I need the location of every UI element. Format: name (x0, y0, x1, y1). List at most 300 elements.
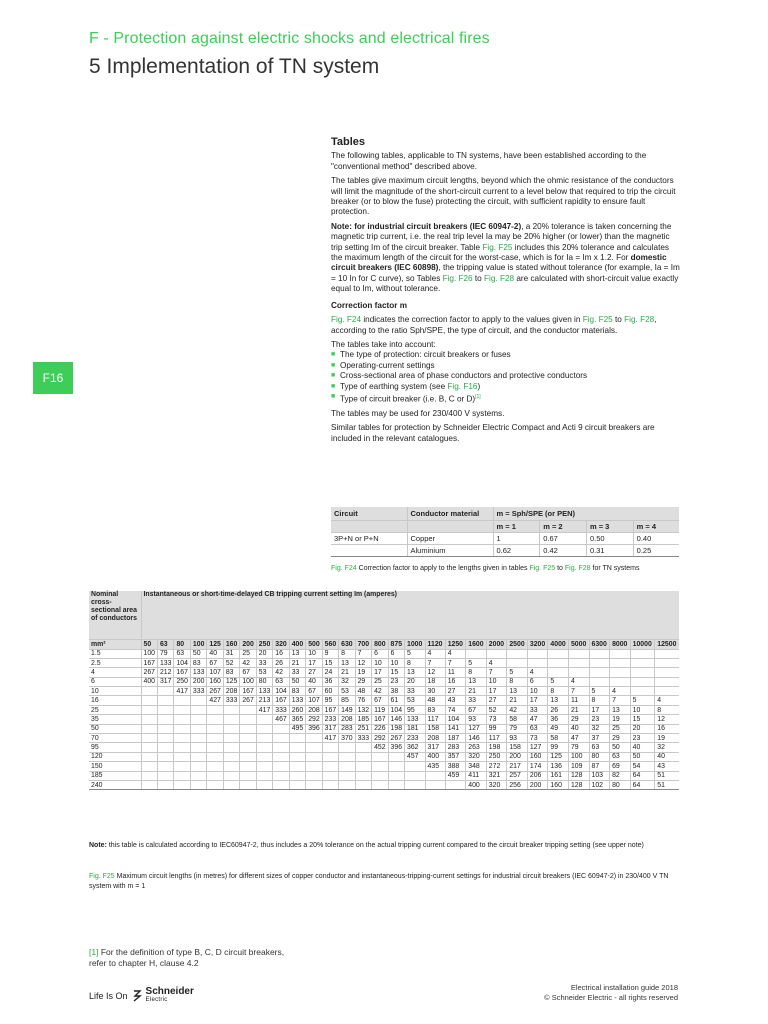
cell-length (655, 658, 679, 667)
cell-length (273, 762, 289, 771)
cell-cross-section: 240 (89, 780, 141, 789)
cell-length: 370 (339, 734, 355, 743)
cell-length: 50 (289, 677, 305, 686)
cell-length (141, 696, 157, 705)
cell-length: 417 (256, 705, 272, 714)
cell-length (223, 734, 239, 743)
cell-length: 321 (486, 771, 507, 780)
cell-length: 50 (630, 752, 655, 761)
cell-length: 37 (589, 734, 610, 743)
table-row (89, 705, 679, 714)
cell-length: 133 (289, 696, 305, 705)
cell-length: 26 (548, 705, 569, 714)
th-current: 200 (240, 639, 256, 649)
cell-length (240, 743, 256, 752)
brand-name-2: Electric (145, 997, 168, 1003)
cell-length: 21 (289, 658, 305, 667)
th-current-group: Instantaneous or short-time-delayed CB tripping current setting Im (amperes) (141, 591, 679, 639)
cell-length (207, 752, 223, 761)
cell-length (174, 734, 190, 743)
cell-length: 333 (190, 687, 206, 696)
cell-length: 5 (405, 649, 426, 658)
cell-length: 133 (190, 668, 206, 677)
cell-length (273, 780, 289, 789)
cell-length: 459 (445, 771, 466, 780)
cell-length (548, 668, 569, 677)
cell-length: 208 (339, 715, 355, 724)
cell-length (207, 771, 223, 780)
th-unit: mm² (89, 639, 141, 649)
industrial-note (331, 222, 681, 295)
cell-length (223, 780, 239, 789)
cell-length (190, 724, 206, 733)
cell-length: 93 (466, 715, 487, 724)
cell-length: 25 (240, 649, 256, 658)
cell-length: 411 (466, 771, 487, 780)
cell-length: 83 (289, 687, 305, 696)
cf-text-c: , according to the ratio Sph/SPE, the type of circuit, and the conductor materials. (331, 315, 657, 335)
th-current: 100 (190, 639, 206, 649)
cell-length: 40 (568, 724, 589, 733)
th-current: 50 (141, 639, 157, 649)
cell-length (425, 771, 445, 780)
cell-length: 53 (339, 687, 355, 696)
cell-length: 388 (445, 762, 466, 771)
cf-text-b: to (612, 315, 625, 325)
cell-length: 67 (240, 668, 256, 677)
cell-length: 452 (372, 743, 388, 752)
cell-length (372, 780, 388, 789)
cell-length: 167 (141, 658, 157, 667)
cell-length (630, 677, 655, 686)
cell-length: 50 (610, 743, 631, 752)
cell-length: 16 (273, 649, 289, 658)
cell-length: 117 (486, 734, 507, 743)
cell-length: 13 (289, 649, 305, 658)
similar-tables-note: Similar tables for protection by Schneider Electric Compact and Acti 9 circuit breakers are included in the relevant catalogues. (331, 423, 655, 443)
cell-length: 125 (548, 752, 569, 761)
cell-length: 8 (589, 696, 610, 705)
cell-length: 283 (445, 743, 466, 752)
cell-length: 38 (388, 687, 404, 696)
cell-material: Aluminium (407, 544, 493, 556)
cell-length: 13 (548, 696, 569, 705)
cell-length: 267 (240, 696, 256, 705)
cell-length: 83 (190, 658, 206, 667)
cell-length: 100 (568, 752, 589, 761)
square-bullet-icon: ■ (331, 361, 336, 369)
cell-length: 47 (527, 715, 548, 724)
cell-length (157, 780, 173, 789)
cell-length: 8 (466, 668, 487, 677)
cell-length: 17 (486, 687, 507, 696)
cell-cross-section: 25 (89, 705, 141, 714)
cell-length: 15 (630, 715, 655, 724)
cell-length: 4 (568, 677, 589, 686)
link-fig-f25-cf[interactable]: Fig. F25 (582, 315, 613, 325)
cell-length: 11 (445, 668, 466, 677)
cell-length: 21 (568, 705, 589, 714)
th-current: 3200 (527, 639, 548, 649)
footer-meta (544, 983, 678, 1003)
cell-length (388, 762, 404, 771)
cell-length: 26 (273, 658, 289, 667)
cell-length: 80 (589, 752, 610, 761)
th-current: 250 (256, 639, 272, 649)
cell-length: 27 (486, 696, 507, 705)
cell-length (568, 649, 589, 658)
cell-length: 317 (322, 724, 338, 733)
cell-cross-section: 150 (89, 762, 141, 771)
cell-length: 127 (466, 724, 487, 733)
cell-length: 23 (630, 734, 655, 743)
cell-length: 5 (507, 668, 528, 677)
cell-length (207, 780, 223, 789)
cell-length: 53 (256, 668, 272, 677)
cell-length: 27 (306, 668, 322, 677)
cell-length: 33 (405, 687, 426, 696)
cell-length (141, 752, 157, 761)
cell-length (174, 724, 190, 733)
cell-length: 7 (355, 649, 371, 658)
cell-length: 7 (486, 668, 507, 677)
cell-length (425, 780, 445, 789)
cell-length: 63 (174, 649, 190, 658)
cell-length (190, 743, 206, 752)
cell-length: 36 (322, 677, 338, 686)
cell-length (223, 752, 239, 761)
bullet-text: Type of circuit breaker (i.e. B, C or D) (340, 394, 476, 404)
cell-length: 17 (306, 658, 322, 667)
cell-length: 13 (610, 705, 631, 714)
fig-f25-caption (89, 872, 679, 891)
table-row (89, 696, 679, 705)
note-text-a: , a 20% tolerance is taken concerning the magnetic trip current, i.e. the real trip level Ia may be 20% higher (or lower) than the magnetic trip setting Im of the circuit breaker. Table (331, 221, 672, 252)
brand-name-1: Schneider (145, 986, 194, 997)
th-m-group: m = Sph/SPE (or PEN) (493, 507, 679, 520)
cell-value: 0.40 (633, 532, 679, 544)
cell-length (322, 762, 338, 771)
cell-length: 63 (273, 677, 289, 686)
cell-length: 64 (630, 771, 655, 780)
cell-length (141, 705, 157, 714)
bullet-text: Cross-sectional area of phase conductors and protective conductors (340, 371, 588, 381)
cell-length: 13 (339, 658, 355, 667)
th-circuit: Circuit (331, 507, 407, 520)
cell-length: 30 (425, 687, 445, 696)
cell-length (256, 734, 272, 743)
cell-length: 17 (589, 705, 610, 714)
cell-length: 104 (273, 687, 289, 696)
cell-length: 19 (610, 715, 631, 724)
cell-length: 40 (306, 677, 322, 686)
cell-length: 357 (445, 752, 466, 761)
square-bullet-icon: ■ (331, 351, 336, 359)
cell-length (610, 658, 631, 667)
cell-value: 0.31 (586, 544, 633, 556)
cell-length (207, 715, 223, 724)
th-empty (407, 520, 493, 532)
cell-length: 32 (655, 743, 679, 752)
cell-length: 20 (256, 649, 272, 658)
cell-length: 20 (630, 724, 655, 733)
cell-length (355, 780, 371, 789)
cell-length: 317 (425, 743, 445, 752)
cell-value: 1 (493, 532, 540, 544)
cell-length (190, 762, 206, 771)
cell-length: 127 (527, 743, 548, 752)
cell-length: 33 (527, 705, 548, 714)
cell-length: 495 (289, 724, 305, 733)
cell-length: 133 (405, 715, 426, 724)
cell-length: 119 (372, 705, 388, 714)
cell-length (141, 724, 157, 733)
cell-length: 233 (322, 715, 338, 724)
note-text-b: includes this 20% tolerance and calculates the maximum length of the circuit for the worst-case, which is for Ia = Im x 1.2. For (331, 242, 670, 263)
copyright: © Schneider Electric - all rights reserved (544, 993, 678, 1002)
cell-length: 161 (548, 771, 569, 780)
cell-length: 251 (355, 724, 371, 733)
cell-value: 0.62 (493, 544, 540, 556)
cell-length: 64 (630, 780, 655, 789)
cell-length: 33 (466, 696, 487, 705)
cell-length: 8 (405, 658, 426, 667)
cell-length: 10 (388, 658, 404, 667)
cell-length: 167 (322, 705, 338, 714)
caption-text: for TN systems (590, 565, 640, 572)
cell-length: 61 (388, 696, 404, 705)
page-tag: F16 (33, 362, 73, 394)
cell-length (174, 771, 190, 780)
cell-length (190, 715, 206, 724)
th-current: 5000 (568, 639, 589, 649)
table-row (89, 780, 679, 789)
bullet-text: Type of earthing system (see (340, 381, 448, 391)
correction-factor-heading: Correction factor m (331, 300, 407, 310)
cell-length: 198 (388, 724, 404, 733)
cell-length: 13 (507, 687, 528, 696)
cell-length: 29 (355, 677, 371, 686)
cell-length: 42 (372, 687, 388, 696)
th-current: 875 (388, 639, 404, 649)
cell-length: 49 (548, 724, 569, 733)
cell-length (256, 762, 272, 771)
cell-length: 187 (445, 734, 466, 743)
table-row (89, 658, 679, 667)
cell-length (157, 752, 173, 761)
cell-length: 95 (405, 705, 426, 714)
chapter-title: F - Protection against electric shocks and electrical fires (89, 30, 490, 47)
cell-length: 217 (507, 762, 528, 771)
cell-length (322, 771, 338, 780)
link-fig-f16[interactable]: Fig. F16 (447, 381, 478, 391)
cell-length: 174 (527, 762, 548, 771)
cell-length: 25 (610, 724, 631, 733)
cell-length (157, 743, 173, 752)
cell-length: 36 (548, 715, 569, 724)
cell-cross-section: 35 (89, 715, 141, 724)
cell-length: 133 (256, 687, 272, 696)
cell-length: 8 (339, 649, 355, 658)
cell-length (655, 677, 679, 686)
cell-length (655, 687, 679, 696)
cell-length: 272 (486, 762, 507, 771)
cell-length (157, 734, 173, 743)
cell-length: 29 (568, 715, 589, 724)
cell-length: 5 (548, 677, 569, 686)
cell-length (174, 705, 190, 714)
cell-length (157, 724, 173, 733)
cell-length: 132 (355, 705, 371, 714)
cell-length: 292 (306, 715, 322, 724)
cell-length (322, 780, 338, 789)
cell-length: 8 (655, 705, 679, 714)
link-fig-f28-caption[interactable]: Fig. F28 (564, 565, 591, 572)
cell-material: Copper (407, 532, 493, 544)
cell-length: 58 (507, 715, 528, 724)
cell-length: 206 (527, 771, 548, 780)
cell-length: 435 (425, 762, 445, 771)
cell-length: 51 (655, 771, 679, 780)
cell-length (174, 762, 190, 771)
cell-length: 87 (589, 762, 610, 771)
cell-length (372, 771, 388, 780)
link-fig-f25[interactable]: Fig. F25 (482, 242, 513, 252)
cell-length: 158 (507, 743, 528, 752)
cell-length (240, 752, 256, 761)
cell-length (655, 649, 679, 658)
table-row (89, 649, 679, 658)
note-text-d: to (472, 273, 485, 283)
cell-length (355, 762, 371, 771)
cell-length (589, 677, 610, 686)
th-current: 8000 (610, 639, 631, 649)
cell-length: 12 (655, 715, 679, 724)
cell-length: 250 (174, 677, 190, 686)
caption-text: Maximum circuit lengths (in metres) for different sizes of copper conductor and instantaneous-tripping-current settings for industrial circuit breakers (IEC 60947-2) in 230/400 V TN system with m = 1 (89, 873, 669, 890)
cell-length: 6 (527, 677, 548, 686)
cell-length: 10 (630, 705, 655, 714)
cell-length: 21 (339, 668, 355, 677)
cell-length: 21 (507, 696, 528, 705)
cell-length: 167 (273, 696, 289, 705)
footnote-ref[interactable]: [1] (89, 947, 99, 957)
cell-cross-section: 70 (89, 734, 141, 743)
cell-length: 93 (507, 734, 528, 743)
cell-length (223, 724, 239, 733)
cell-length: 63 (589, 743, 610, 752)
cell-length: 208 (306, 705, 322, 714)
cell-length (289, 771, 305, 780)
cell-length: 198 (486, 743, 507, 752)
cell-length (339, 762, 355, 771)
cell-length: 29 (610, 734, 631, 743)
th-cross-section: Nominal cross-sectional area of conductors (89, 591, 141, 639)
cell-length (339, 771, 355, 780)
cell-length (355, 752, 371, 761)
cell-length (630, 649, 655, 658)
cell-cross-section: 2.5 (89, 658, 141, 667)
th-current: 560 (322, 639, 338, 649)
cell-length (273, 743, 289, 752)
cell-length: 167 (240, 687, 256, 696)
th-m4: m = 4 (633, 520, 679, 532)
cell-length (174, 715, 190, 724)
cell-length: 417 (174, 687, 190, 696)
cell-length (256, 780, 272, 789)
footnote-ref-link[interactable]: [1] (475, 393, 481, 400)
cell-length (306, 771, 322, 780)
link-fig-f24[interactable]: Fig. F24 (331, 315, 362, 325)
cell-length: 95 (322, 696, 338, 705)
cell-length (630, 668, 655, 677)
link-fig-f28[interactable]: Fig. F28 (484, 273, 515, 283)
cell-length: 19 (355, 668, 371, 677)
cell-length: 11 (568, 696, 589, 705)
cell-length (273, 771, 289, 780)
cell-length: 79 (157, 649, 173, 658)
cell-length (240, 724, 256, 733)
cell-length: 457 (405, 752, 426, 761)
square-bullet-icon: ■ (331, 382, 336, 390)
cell-length: 80 (256, 677, 272, 686)
cell-length (141, 734, 157, 743)
cell-length (141, 715, 157, 724)
cell-cross-section: 95 (89, 743, 141, 752)
cell-length: 33 (256, 658, 272, 667)
cell-length (388, 752, 404, 761)
list-item (331, 361, 681, 371)
cell-length (289, 752, 305, 761)
cell-length (223, 715, 239, 724)
cell-length: 125 (223, 677, 239, 686)
cell-length: 200 (507, 752, 528, 761)
cell-length (256, 771, 272, 780)
cf-text-a: indicates the correction factor to apply to the values given in (361, 315, 583, 325)
slogan: Life Is On (89, 991, 128, 1001)
cell-length: 212 (157, 668, 173, 677)
cell-length (306, 780, 322, 789)
cell-length: 73 (527, 734, 548, 743)
cell-length: 427 (207, 696, 223, 705)
cell-length: 100 (141, 649, 157, 658)
link-fig-f28-cf[interactable]: Fig. F28 (624, 315, 655, 325)
cell-length: 6 (372, 649, 388, 658)
cell-length (339, 780, 355, 789)
cell-length (339, 752, 355, 761)
cell-length (339, 743, 355, 752)
th-current: 2000 (486, 639, 507, 649)
cell-length: 4 (445, 649, 466, 658)
cell-length (322, 743, 338, 752)
cell-length (157, 762, 173, 771)
cell-length: 4 (486, 658, 507, 667)
cell-length: 136 (548, 762, 569, 771)
cell-length (589, 658, 610, 667)
note-text: this table is calculated according to IEC60947-2, thus includes a 20% tolerance on the actual tripping current compared to the circuit breaker tripping setting (see upper note) (106, 842, 644, 849)
cell-length: 67 (207, 658, 223, 667)
cell-length: 333 (355, 734, 371, 743)
cell-length: 32 (589, 724, 610, 733)
cell-length (223, 705, 239, 714)
cell-length: 257 (507, 771, 528, 780)
cell-length (207, 743, 223, 752)
link-fig-f25-caption[interactable]: Fig. F25 (529, 565, 556, 572)
link-fig-f26[interactable]: Fig. F26 (442, 273, 473, 283)
cell-length (141, 762, 157, 771)
square-bullet-icon: ■ (331, 392, 336, 400)
table-row (89, 771, 679, 780)
